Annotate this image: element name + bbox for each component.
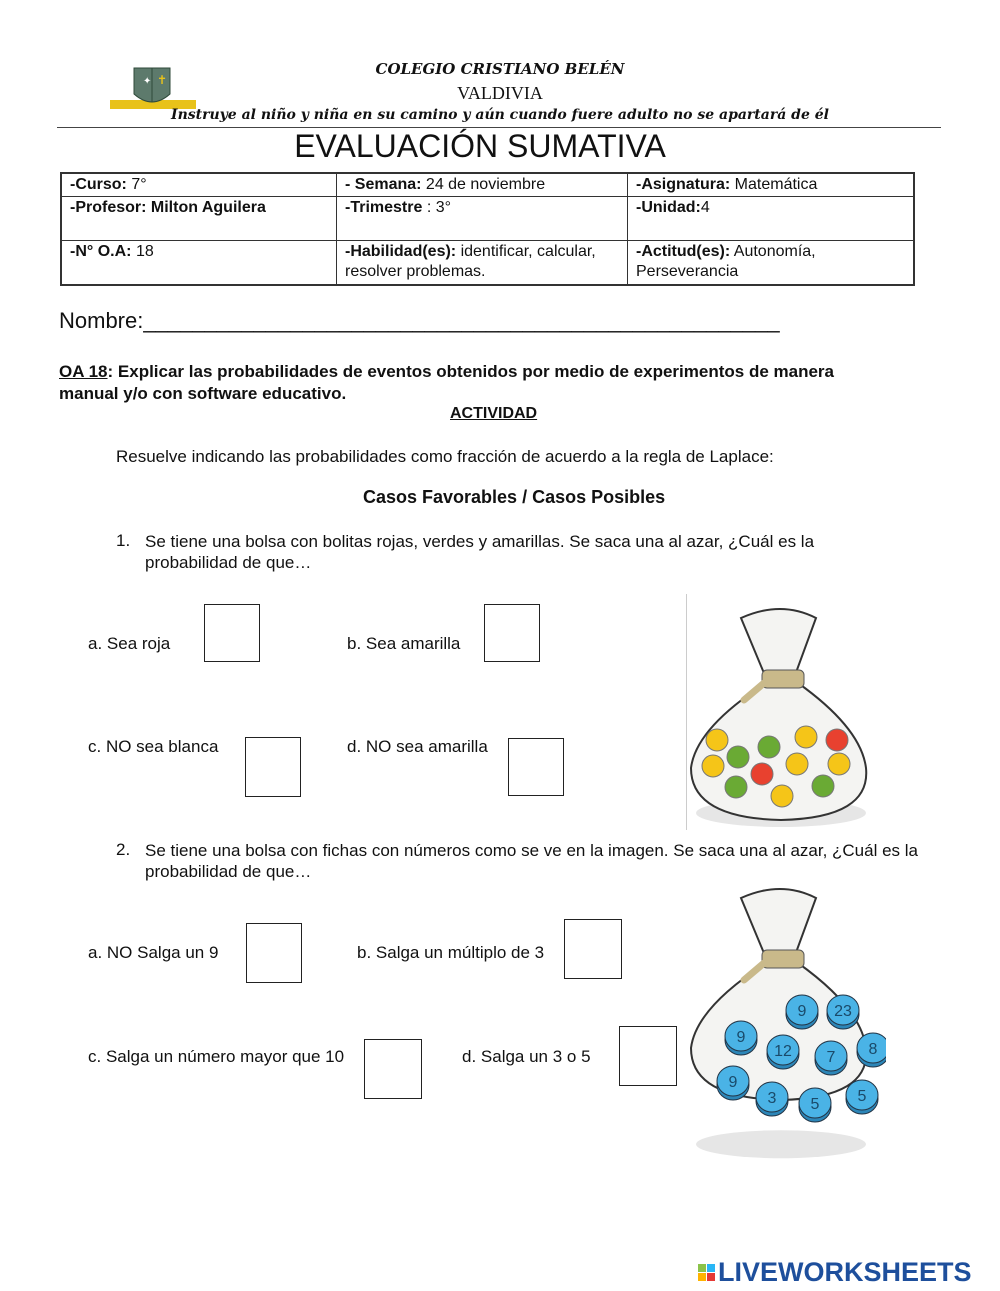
chip-number: 9: [736, 1029, 746, 1046]
q2c-label: c. Salga un número mayor que 10: [88, 1047, 345, 1066]
unidad-label: -Unidad:: [636, 199, 701, 216]
name-field: Nombre:____________________________________________________: [59, 308, 780, 333]
q2d-answer-box[interactable]: [619, 1026, 677, 1086]
info-table: [60, 172, 915, 286]
semana-value: 24 de noviembre: [421, 176, 546, 193]
page-title: EVALUACIÓN SUMATIVA: [294, 128, 666, 164]
q1c-answer-box[interactable]: [245, 737, 301, 797]
objective-code: OA 18: [59, 362, 108, 381]
marble: [727, 746, 749, 768]
q2a-label: a. NO Salga un 9: [88, 943, 219, 962]
chip-number: 3: [767, 1090, 777, 1107]
marble: [706, 729, 728, 751]
q1b-answer-box[interactable]: [484, 604, 540, 662]
curso-value: 7°: [126, 176, 147, 193]
marble: [771, 785, 793, 807]
q1a-answer-box[interactable]: [204, 604, 260, 662]
marble: [828, 753, 850, 775]
instruction: Resuelve indicando las probabilidades como fracción de acuerdo a la regla de Laplace:: [116, 447, 774, 466]
habilidad-value: identificar, calcular, resolver problemas.: [345, 243, 596, 280]
activity-title: ACTIVIDAD: [450, 405, 538, 422]
marble: [795, 726, 817, 748]
chip-number: 23: [834, 1003, 852, 1020]
asignatura-value: Matemática: [730, 176, 818, 193]
bag-top: [741, 889, 816, 958]
q1d-label: d. NO sea amarilla: [347, 737, 488, 756]
q1d-answer-box[interactable]: [508, 738, 564, 796]
unidad-value: 4: [700, 199, 710, 216]
chip-number: 7: [826, 1049, 836, 1066]
number-chip-bag-image: [686, 870, 886, 1160]
trimestre-value: : 3°: [422, 199, 452, 216]
rope-icon: [762, 670, 804, 688]
school-name: COLEGIO CRISTIANO BELÉN: [375, 60, 625, 78]
chip-number: 9: [728, 1074, 738, 1091]
q2d-label: d. Salga un 3 o 5: [462, 1047, 591, 1066]
q1b-label: b. Sea amarilla: [347, 634, 461, 653]
laplace-formula: Casos Favorables / Casos Posibles: [363, 487, 666, 507]
q1c-label: c. NO sea blanca: [88, 737, 219, 756]
semana-label: - Semana:: [345, 176, 422, 193]
q1a-label: a. Sea roja: [88, 634, 171, 653]
chip-number: 8: [868, 1041, 878, 1058]
chip-number: 12: [774, 1043, 792, 1060]
marble: [758, 736, 780, 758]
q2b-label: b. Salga un múltiplo de 3: [357, 943, 545, 962]
rope-icon: [762, 950, 804, 968]
profesor-label: -Profesor: Milton Aguilera: [70, 199, 266, 216]
habilidad-label: -Habilidad(es):: [345, 243, 457, 260]
bag-top: [741, 609, 816, 678]
liveworksheets-logo-icon: [698, 1264, 715, 1281]
school-motto: Instruye al niño y niña en su camino y aún cuando fuere adulto no se apartará de él: [171, 107, 829, 123]
marble: [725, 776, 747, 798]
q1-number: 1.: [116, 531, 131, 550]
q2a-answer-box[interactable]: [246, 923, 302, 983]
asignatura-label: -Asignatura:: [636, 176, 731, 193]
marble: [702, 755, 724, 777]
q2-number: 2.: [116, 840, 131, 859]
watermark-text: LIVEWORKSHEETS: [718, 1257, 972, 1287]
marble: [751, 763, 773, 785]
objective: [59, 361, 889, 405]
marble: [826, 729, 848, 751]
marble: [812, 775, 834, 797]
q2-text: Se tiene una bolsa con fichas con números como se ve en la imagen. Se saca una al azar, ¿Cuál es la probabilidad de que…: [145, 841, 919, 881]
q2b-answer-box[interactable]: [564, 919, 622, 979]
oa-label: -N° O.A:: [70, 243, 132, 260]
marble-bag-image: [686, 594, 876, 834]
chip-number: 9: [797, 1003, 807, 1020]
liveworksheets-watermark: [698, 1257, 972, 1288]
objective-text: : Explicar las probabilidades de eventos obtenidos por medio de experimentos de manera manual y/o con software educativo.: [59, 362, 834, 403]
trimestre-label: -Trimestre: [345, 199, 423, 216]
bag-shadow: [696, 1130, 866, 1158]
q2c-answer-box[interactable]: [364, 1039, 422, 1099]
marble: [786, 753, 808, 775]
school-city: VALDIVIA: [457, 83, 543, 103]
actitud-label: -Actitud(es):: [636, 243, 731, 260]
curso-label: -Curso:: [70, 176, 127, 193]
oa-value: 18: [131, 243, 154, 260]
svg-text:✝: ✝: [157, 73, 168, 87]
actitud-value: Autonomía, Perseverancia: [636, 243, 816, 280]
svg-text:✦: ✦: [143, 76, 152, 87]
q1-text: Se tiene una bolsa con bolitas rojas, verdes y amarillas. Se saca una al azar, ¿Cuál es la probabilidad de que…: [145, 532, 815, 572]
chip-number: 5: [810, 1096, 820, 1113]
chip-number: 5: [857, 1088, 867, 1105]
